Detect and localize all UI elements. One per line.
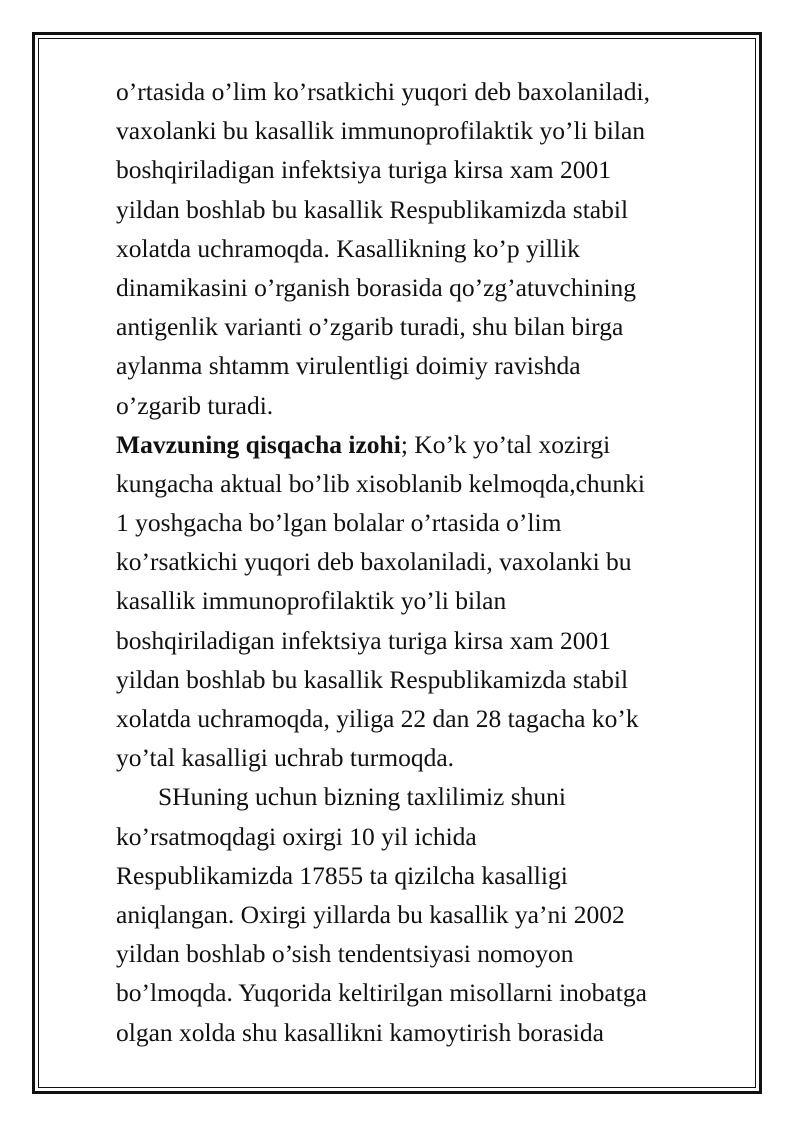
text-line: o’rtasida o’lim ko’rsatkichi yuqori deb baxolaniladi, (116, 77, 650, 106)
text-line: Respublikamizda 17855 ta qizilcha kasalligi (116, 860, 568, 890)
paragraph-3 (116, 777, 756, 1051)
text-line: SHuning uchun bizning taxlilimiz shuni (158, 782, 566, 812)
text-line: xolatda uchramoqda, yiliga 22 dan 28 tagacha ko’k (116, 704, 639, 733)
document-body (116, 72, 756, 1052)
text-line: vaxolanki bu kasallik immunoprofilaktik yo’li bilan (116, 116, 646, 146)
text-line: xolatda uchramoqda. Kasallikning ko’p yillik (116, 233, 580, 263)
paragraph-2-first-line (116, 425, 756, 464)
section-heading: Mavzuning qisqacha izohi (116, 429, 401, 459)
text-line: yildan boshlab bu kasallik Respublikamizda stabil (116, 664, 629, 694)
text-line: aylanma shtamm virulentligi doimiy ravishda (116, 351, 581, 381)
paragraph-2 (116, 425, 756, 778)
text-line: boshqiriladigan infektsiya turiga kirsa xam 2001 (116, 155, 612, 185)
text-run: ; Ko’k yo’tal xozirgi (400, 429, 611, 459)
text-line: 1 yoshgacha bo’lgan bolalar o’rtasida o’lim (116, 508, 562, 538)
text-line: boshqiriladigan infektsiya turiga kirsa xam 2001 (116, 625, 612, 655)
text-line: kungacha aktual bo’lib xisoblanib kelmoqda,chunki (116, 468, 646, 498)
text-line: ko’rsatkichi yuqori deb baxolaniladi, vaxolanki bu (116, 547, 632, 577)
text-line: bo’lmoqda. Yuqorida keltirilgan misollarni inobatga (116, 978, 647, 1008)
text-line: o’zgarib turadi. (116, 390, 274, 420)
text-line: yildan boshlab o’sish tendentsiyasi nomoyon (116, 939, 574, 969)
text-line: yo’tal kasalligi uchrab turmoqda. (116, 743, 455, 773)
text-line: antigenlik varianti o’zgarib turadi, shu bilan birga (116, 312, 624, 342)
text-line: dinamikasini o’rganish borasida qo’zg’atuvchining (116, 272, 637, 302)
paragraph-1 (116, 72, 756, 425)
text-line: aniqlangan. Oxirgi yillarda bu kasallik ya’ni 2002 (116, 899, 625, 929)
text-line: ko’rsatmoqdagi oxirgi 10 yil ichida (116, 821, 477, 851)
text-line: olgan xolda shu kasallikni kamoytirish borasida (116, 1017, 604, 1047)
text-line: yildan boshlab bu kasallik Respublikamizda stabil (116, 194, 629, 224)
text-line: kasallik immunoprofilaktik yo’li bilan (116, 586, 507, 616)
